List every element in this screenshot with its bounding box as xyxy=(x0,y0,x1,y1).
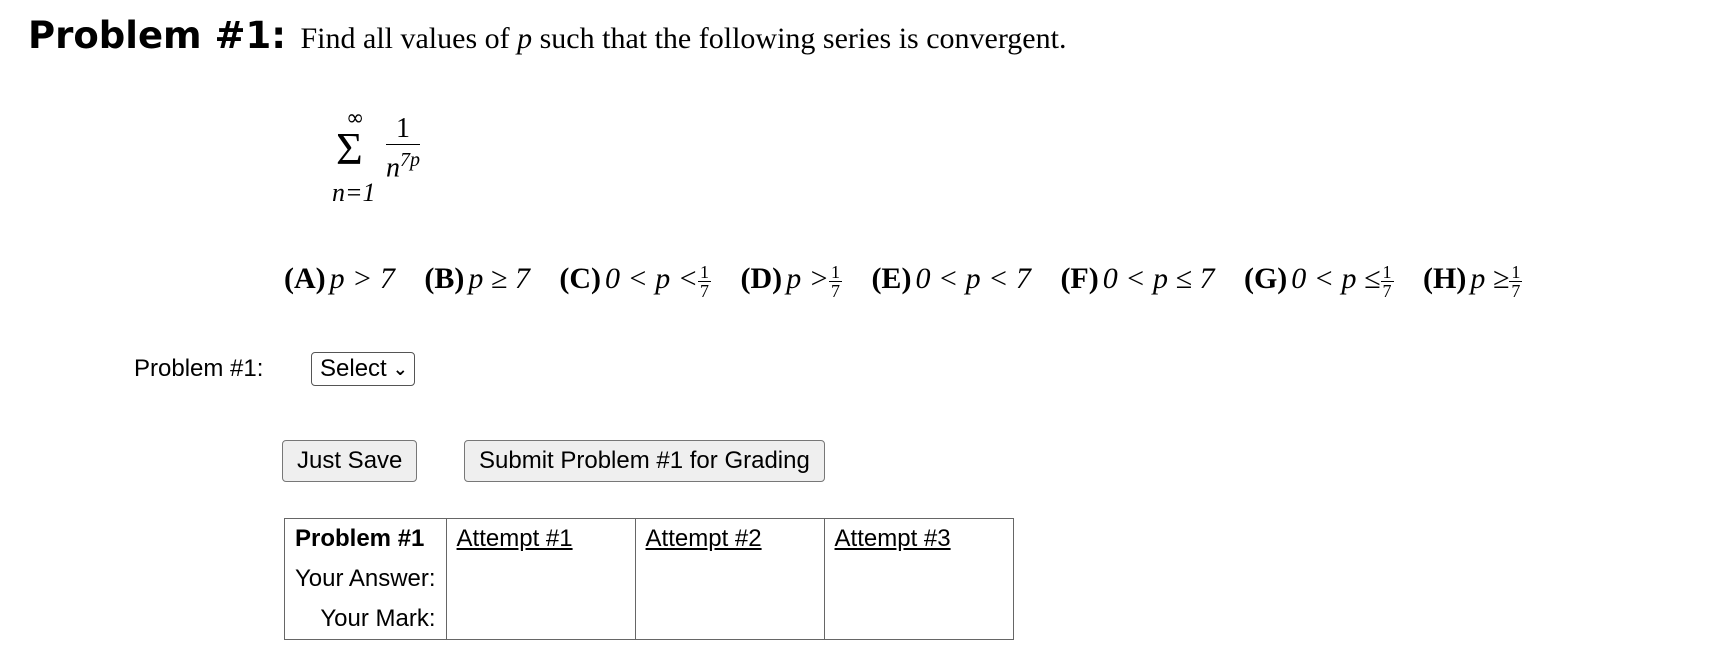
fraction-numerator: 1 xyxy=(700,261,710,282)
chevron-down-icon: ⌄ xyxy=(392,359,408,379)
fraction-denominator: 7 xyxy=(1382,280,1392,301)
denominator-base: n xyxy=(386,152,400,184)
table-header-row xyxy=(285,519,1014,560)
fraction-denominator xyxy=(386,145,420,183)
table-row xyxy=(285,559,1014,599)
choice-letter: (B) xyxy=(424,262,465,295)
choice-expr: 0 < p ≤ 7 xyxy=(1102,262,1215,295)
choice-d xyxy=(741,262,842,300)
series-expression xyxy=(328,100,508,210)
fraction-denominator: 7 xyxy=(700,280,710,301)
select-value: Select xyxy=(320,355,387,382)
choice-fraction xyxy=(1509,263,1522,300)
statement-variable: p xyxy=(517,22,533,55)
submit-for-grading-button[interactable]: Submit Problem #1 for Grading xyxy=(464,440,825,482)
attempt-2-link[interactable]: Attempt #2 xyxy=(635,519,824,560)
choice-fraction xyxy=(829,263,842,300)
attempt-1-link[interactable]: Attempt #1 xyxy=(446,519,635,560)
problem-label: Problem #1: xyxy=(28,14,287,57)
choice-expr: p ≥ 7 xyxy=(468,262,530,295)
problem-header xyxy=(28,14,1066,57)
choice-h xyxy=(1423,262,1522,300)
table-header-problem: Problem #1 xyxy=(285,519,447,560)
table-row xyxy=(285,599,1014,640)
fraction-numerator: 1 xyxy=(1511,261,1521,282)
choice-fraction xyxy=(1381,263,1394,300)
fraction-numerator: 1 xyxy=(396,113,410,144)
answer-cell xyxy=(635,559,824,599)
fraction-numerator: 1 xyxy=(830,261,840,282)
mark-cell xyxy=(824,599,1013,640)
choice-letter: (H) xyxy=(1423,262,1467,295)
answer-cell xyxy=(446,559,635,599)
choice-c xyxy=(559,262,711,300)
sum-lower-limit: n=1 xyxy=(332,178,376,207)
statement-post: such that the following series is convergent. xyxy=(539,22,1067,55)
fraction-denominator: 7 xyxy=(1511,280,1521,301)
choice-expr: p ≥ xyxy=(1470,262,1510,295)
choice-letter: (F) xyxy=(1060,262,1099,295)
choice-letter: (C) xyxy=(559,262,602,295)
answer-choices xyxy=(284,262,1544,300)
choice-expr: 0 < p < xyxy=(605,262,699,295)
your-answer-label: Your Answer: xyxy=(285,559,447,599)
choice-expr: p > xyxy=(786,262,829,295)
sigma-symbol: Σ xyxy=(336,123,363,174)
your-mark-label: Your Mark: xyxy=(285,599,447,640)
choice-letter: (A) xyxy=(284,262,326,295)
mark-cell xyxy=(635,599,824,640)
choice-f xyxy=(1060,262,1214,296)
denominator-exponent: 7p xyxy=(400,149,420,171)
fraction-denominator: 7 xyxy=(830,280,840,301)
choice-expr: p > 7 xyxy=(329,262,395,295)
choice-letter: (E) xyxy=(871,262,912,295)
choice-fraction xyxy=(698,263,711,300)
sum-upper-limit: ∞ xyxy=(346,106,365,131)
series-fraction xyxy=(386,114,420,183)
attempt-3-link[interactable]: Attempt #3 xyxy=(824,519,1013,560)
choice-g xyxy=(1244,262,1394,300)
choice-a xyxy=(284,262,395,296)
problem-statement xyxy=(300,22,1066,55)
fraction-numerator: 1 xyxy=(1382,261,1392,282)
choice-letter: (G) xyxy=(1243,262,1288,295)
attempts-table xyxy=(284,518,1014,640)
answer-cell xyxy=(824,559,1013,599)
answer-select-label: Problem #1: xyxy=(134,355,264,382)
answer-select[interactable] xyxy=(311,352,415,386)
choice-letter: (D) xyxy=(740,262,783,295)
choice-e xyxy=(871,262,1031,296)
mark-cell xyxy=(446,599,635,640)
choice-b xyxy=(424,262,529,296)
choice-expr: 0 < p ≤ xyxy=(1291,262,1381,295)
just-save-button[interactable]: Just Save xyxy=(282,440,417,482)
statement-pre: Find all values of xyxy=(300,22,510,55)
choice-expr: 0 < p < 7 xyxy=(915,262,1031,295)
